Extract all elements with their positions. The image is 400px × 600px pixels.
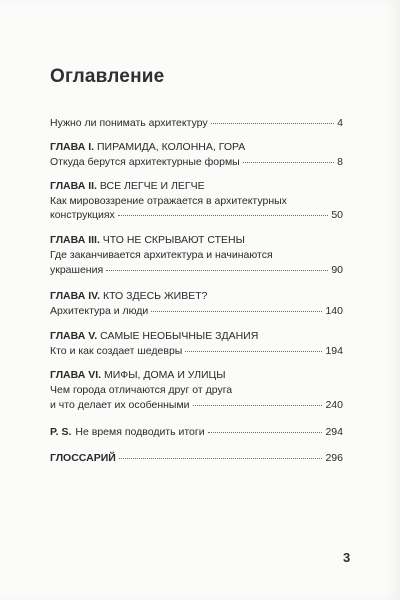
toc-page-number: 240 xyxy=(325,399,343,411)
toc-entry-chapter-2-line1 xyxy=(50,195,343,208)
chapter-number: ГЛАВА VI. xyxy=(50,369,102,381)
toc-entry-text: Нужно ли понимать архитектуру xyxy=(50,117,208,129)
chapter-6-heading xyxy=(50,369,343,382)
chapter-title: МИФЫ, ДОМА И УЛИЦЫ xyxy=(103,369,226,381)
page-title: Оглавление xyxy=(50,66,165,87)
dot-leader xyxy=(185,351,322,352)
toc-entry-chapter-3-line1 xyxy=(50,249,343,262)
toc-entry-text: конструкциях xyxy=(50,209,115,221)
chapter-title: ПИРАМИДА, КОЛОННА, ГОРА xyxy=(96,141,246,153)
toc-entry-text: Кто и как создает шедевры xyxy=(50,345,183,357)
toc-entry-glossary[interactable] xyxy=(50,452,343,465)
toc-entry-chapter-6[interactable] xyxy=(50,399,343,412)
dot-leader xyxy=(119,458,323,459)
dot-leader xyxy=(151,311,322,312)
toc-page-number: 294 xyxy=(325,426,343,438)
toc-entry-text: Как мировоззрение отражается в архитектурных xyxy=(50,195,287,207)
toc-page-number: 194 xyxy=(325,345,343,357)
toc-entry-chapter-5[interactable] xyxy=(50,345,343,358)
ps-label: P. S. xyxy=(50,426,72,438)
dot-leader xyxy=(208,432,323,433)
toc-entry-text: Откуда берутся архитектурные формы xyxy=(50,156,240,168)
chapter-5-heading xyxy=(50,330,343,343)
toc-page-number: 140 xyxy=(325,305,343,317)
glossary-label: ГЛОССАРИЙ xyxy=(50,452,116,464)
toc-page-number: 8 xyxy=(337,156,343,168)
dot-leader xyxy=(193,405,323,406)
toc-entry-intro[interactable] xyxy=(50,117,343,130)
dot-leader xyxy=(118,215,329,216)
toc-entry-chapter-6-line1 xyxy=(50,384,343,397)
chapter-number: ГЛАВА II. xyxy=(50,180,97,192)
chapter-number: ГЛАВА V. xyxy=(50,330,98,342)
toc-page-number: 296 xyxy=(325,452,343,464)
chapter-number: ГЛАВА IV. xyxy=(50,290,101,302)
toc-entry-chapter-3[interactable] xyxy=(50,264,343,277)
chapter-1-heading xyxy=(50,141,343,154)
chapter-title: ВСЕ ЛЕГЧЕ И ЛЕГЧЕ xyxy=(99,180,205,192)
toc-entry-chapter-2[interactable] xyxy=(50,209,343,222)
chapter-2-heading xyxy=(50,180,343,193)
toc-entry-text: Архитектура и люди xyxy=(50,305,149,317)
chapter-4-heading xyxy=(50,290,343,303)
dot-leader xyxy=(106,270,328,271)
chapter-title: КТО ЗДЕСЬ ЖИВЕТ? xyxy=(103,290,208,302)
toc-entry-text: украшения xyxy=(50,264,104,276)
chapter-3-heading xyxy=(50,234,343,247)
toc-page-number: 50 xyxy=(331,209,343,221)
toc-entry-text: и что делает их особенными xyxy=(50,399,190,411)
toc-entry-text: Где заканчивается архитектура и начинаются xyxy=(50,249,273,261)
toc-entry-text: Не время подводить итоги xyxy=(75,426,205,438)
toc-entry-text: Чем города отличаются друг от друга xyxy=(50,384,233,396)
chapter-title: ЧТО НЕ СКРЫВАЮТ СТЕНЫ xyxy=(102,234,245,246)
toc-page-number: 4 xyxy=(337,117,343,129)
dot-leader xyxy=(243,162,334,163)
toc-entry-chapter-4[interactable] xyxy=(50,305,343,318)
page-number: 3 xyxy=(343,550,351,565)
dot-leader xyxy=(211,123,335,124)
chapter-title: САМЫЕ НЕОБЫЧНЫЕ ЗДАНИЯ xyxy=(100,330,259,342)
toc-entry-chapter-1[interactable] xyxy=(50,156,343,169)
toc-page-number: 90 xyxy=(331,264,343,276)
chapter-number: ГЛАВА III. xyxy=(50,234,100,246)
toc-entry-ps[interactable] xyxy=(50,426,343,439)
chapter-number: ГЛАВА I. xyxy=(50,141,95,153)
